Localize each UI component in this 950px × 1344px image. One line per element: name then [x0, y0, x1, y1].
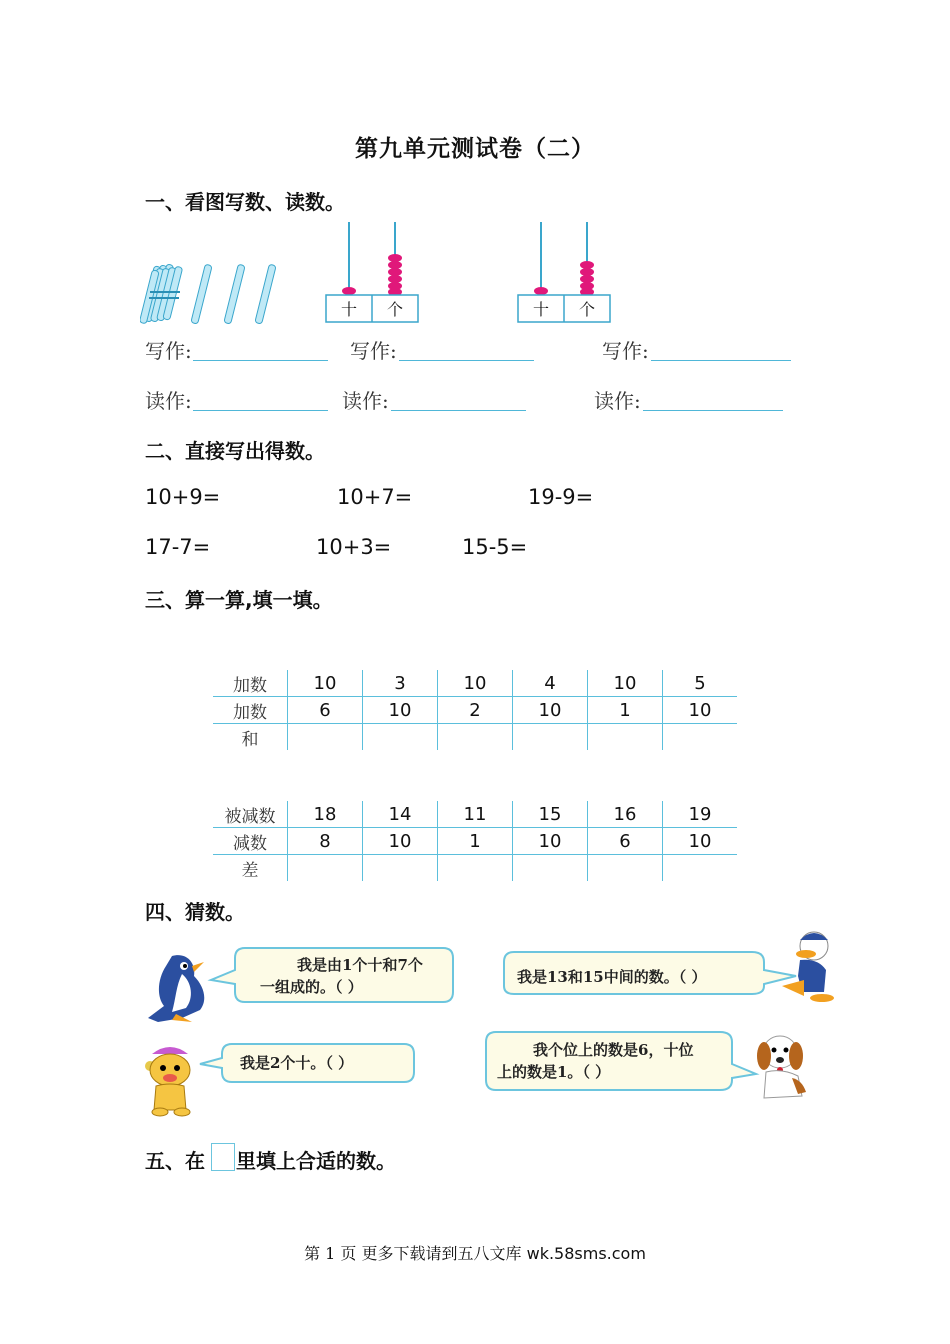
addition-table	[213, 670, 737, 750]
fill-box	[211, 1143, 235, 1171]
table-row	[213, 697, 737, 724]
answer-cell[interactable]	[513, 855, 588, 882]
table-cell: 10	[363, 828, 438, 855]
table-cell: 10	[288, 670, 363, 697]
table-cell: 10	[663, 697, 738, 724]
table-cell: 10	[363, 697, 438, 724]
equation: 19-9=	[528, 485, 594, 509]
equation: 10+9=	[145, 485, 221, 509]
row-header: 被减数	[213, 801, 288, 828]
table-cell: 8	[288, 828, 363, 855]
bubble-4-line-2: 上的数是1。（ ）	[497, 1063, 611, 1081]
section-2-heading: 二、直接写出得数。	[145, 439, 325, 463]
table-row	[213, 724, 737, 751]
dog-icon	[752, 1030, 812, 1106]
table-cell: 16	[588, 801, 663, 828]
read-blank-3[interactable]	[643, 410, 783, 411]
row-header: 减数	[213, 828, 288, 855]
answer-cell[interactable]	[588, 855, 663, 882]
section-4-heading: 四、猜数。	[145, 900, 245, 924]
table-cell: 10	[588, 670, 663, 697]
write-label-1: 写作:	[145, 339, 192, 363]
page-title: 第九单元测试卷（二）	[355, 135, 595, 162]
table-cell: 15	[513, 801, 588, 828]
answer-cell[interactable]	[438, 724, 513, 751]
abacus-1-ones-label: 个	[386, 300, 403, 319]
row-header: 差	[241, 860, 259, 881]
equation: 17-7=	[145, 535, 211, 559]
answer-cell[interactable]	[363, 724, 438, 751]
bubble-4-line-1: 我个位上的数是6，十位	[533, 1041, 694, 1059]
answer-cell[interactable]	[588, 724, 663, 751]
table-cell: 14	[363, 801, 438, 828]
write-blank-2[interactable]	[399, 360, 534, 361]
table-cell: 1	[588, 697, 663, 724]
answer-cell[interactable]	[663, 855, 738, 882]
read-label-1: 读作:	[145, 389, 192, 413]
bubble-1-line-1: 我是由1个十和7个	[297, 956, 423, 974]
table-cell: 11	[438, 801, 513, 828]
section-5-heading: 五、在	[145, 1149, 205, 1173]
row-header: 和	[241, 729, 259, 750]
read-label-2: 读作:	[342, 389, 389, 413]
section-1-heading: 一、看图写数、读数。	[145, 190, 345, 214]
abacus-2-tens-label: 十	[532, 300, 549, 319]
footer-text: 第 1 页 更多下载请到五八文库	[304, 1244, 522, 1263]
table-cell: 10	[438, 670, 513, 697]
answer-cell[interactable]	[363, 855, 438, 882]
row-header: 加数	[213, 697, 288, 724]
table-cell: 6	[288, 697, 363, 724]
read-blank-2[interactable]	[391, 410, 526, 411]
abacus-1-tens-label: 十	[340, 300, 357, 319]
write-blank-3[interactable]	[651, 360, 791, 361]
write-label-3: 写作:	[602, 339, 649, 363]
table-row	[213, 828, 737, 855]
section-5-heading-rest: 里填上合适的数。	[236, 1149, 396, 1173]
equation: 15-5=	[462, 535, 528, 559]
equation: 10+7=	[337, 485, 413, 509]
table-cell: 5	[663, 670, 738, 697]
table-cell: 10	[513, 697, 588, 724]
table-cell: 18	[288, 801, 363, 828]
table-cell: 1	[438, 828, 513, 855]
answer-cell[interactable]	[513, 724, 588, 751]
write-blank-1[interactable]	[193, 360, 328, 361]
table-cell: 10	[663, 828, 738, 855]
equation: 10+3=	[316, 535, 392, 559]
table-row	[213, 855, 737, 882]
answer-cell[interactable]	[438, 855, 513, 882]
penguin-icon	[142, 948, 212, 1026]
table-cell: 4	[513, 670, 588, 697]
bubble-3-text: 我是2个十。（ ）	[240, 1054, 354, 1072]
table-cell: 6	[588, 828, 663, 855]
table-cell: 2	[438, 697, 513, 724]
cat-icon	[142, 1042, 200, 1118]
write-label-2: 写作:	[350, 339, 397, 363]
answer-cell[interactable]	[663, 724, 738, 751]
table-cell: 3	[363, 670, 438, 697]
bubble-2-text: 我是13和15中间的数。（ ）	[517, 968, 707, 986]
read-label-3: 读作:	[594, 389, 641, 413]
sticks-icon	[140, 262, 280, 328]
subtraction-table	[213, 801, 737, 881]
footer-link[interactable]: wk.58sms.com	[526, 1244, 646, 1263]
answer-cell[interactable]	[288, 855, 363, 882]
read-blank-1[interactable]	[193, 410, 328, 411]
row-header: 加数	[213, 670, 288, 697]
section-3-heading: 三、算一算,填一填。	[145, 588, 333, 612]
table-cell: 10	[513, 828, 588, 855]
page-footer	[0, 1241, 950, 1264]
abacus-2-ones-label: 个	[578, 300, 595, 319]
table-row	[213, 801, 737, 828]
table-cell: 19	[663, 801, 738, 828]
table-row	[213, 670, 737, 697]
bubble-1-line-2: 一组成的。（ ）	[260, 978, 363, 996]
duck-icon	[778, 930, 840, 1004]
answer-cell[interactable]	[288, 724, 363, 751]
